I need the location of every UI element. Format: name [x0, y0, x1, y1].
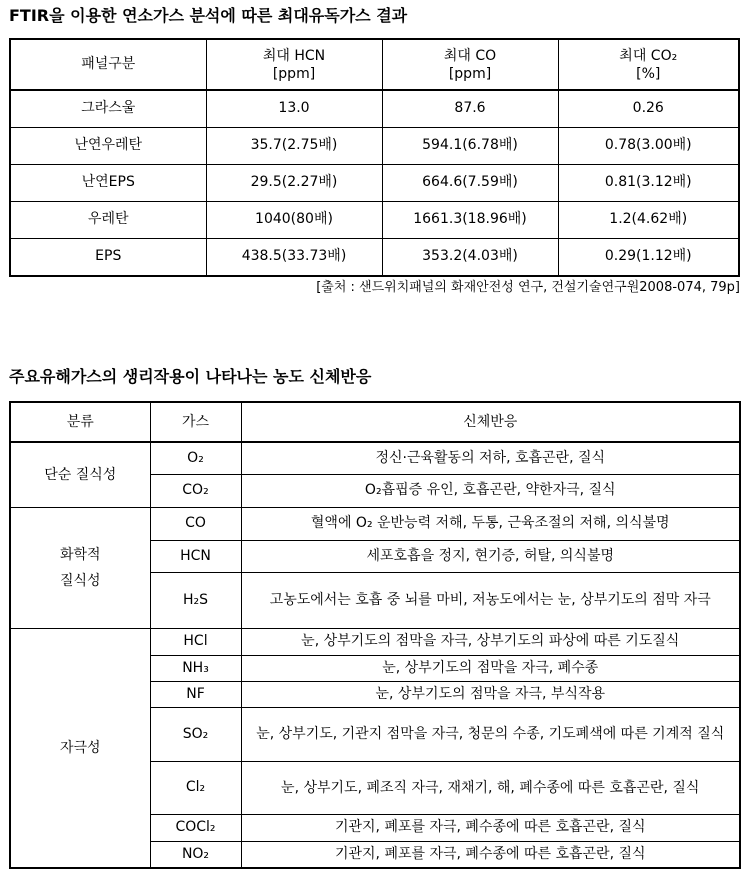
co-value: 87.6	[382, 90, 558, 127]
header-category: 분류	[10, 402, 150, 442]
hcn-value: 35.7(2.75배)	[206, 127, 382, 164]
table-row	[10, 164, 739, 201]
table-row	[10, 628, 740, 655]
category-cell: 자극성	[10, 628, 150, 868]
header-gas: 가스	[150, 402, 241, 442]
gas-name: NF	[150, 681, 241, 707]
table-header-row	[10, 39, 739, 90]
category-cell: 화학적 질식성	[10, 507, 150, 628]
gas-body-reaction-table	[9, 401, 741, 869]
header-max-co2: 최대 CO₂ [%]	[558, 39, 739, 90]
gas-name: H₂S	[150, 572, 241, 628]
header-max-co: 최대 CO [ppm]	[382, 39, 558, 90]
panel-name: 난연EPS	[10, 164, 206, 201]
gas-name: Cl₂	[150, 761, 241, 814]
section1-title: FTIR을 이용한 연소가스 분석에 따른 최대유독가스 결과	[9, 6, 408, 25]
body-reaction: 눈, 상부기도, 폐조직 자극, 재채기, 해, 폐수종에 따른 호흡곤란, 질식	[241, 761, 740, 814]
co2-value: 0.81(3.12배)	[558, 164, 739, 201]
gas-name: NH₃	[150, 655, 241, 681]
co-value: 664.6(7.59배)	[382, 164, 558, 201]
body-reaction: 기관지, 폐포를 자극, 폐수종에 따른 호흡곤란, 질식	[241, 814, 740, 841]
gas-name: NO₂	[150, 841, 241, 868]
header-max-hcn: 최대 HCN [ppm]	[206, 39, 382, 90]
body-reaction: 세포호흡을 정지, 현기증, 허탈, 의식불명	[241, 540, 740, 572]
body-reaction: O₂흡핍증 유인, 호흡곤란, 약한자극, 질식	[241, 474, 740, 507]
section2-title: 주요유해가스의 생리작용이 나타나는 농도 신체반응	[9, 367, 372, 386]
gas-name: HCN	[150, 540, 241, 572]
table-row	[10, 442, 740, 474]
panel-name: 난연우레탄	[10, 127, 206, 164]
panel-name: 그라스울	[10, 90, 206, 127]
body-reaction: 눈, 상부기도의 점막을 자극, 부식작용	[241, 681, 740, 707]
body-reaction: 눈, 상부기도, 기관지 점막을 자극, 청문의 수종, 기도폐색에 따른 기계적 질식	[241, 707, 740, 761]
body-reaction: 정신·근육활동의 저하, 호흡곤란, 질식	[241, 442, 740, 474]
hcn-value: 1040(80배)	[206, 201, 382, 238]
table-row	[10, 90, 739, 127]
co2-value: 0.78(3.00배)	[558, 127, 739, 164]
panel-name: 우레탄	[10, 201, 206, 238]
co-value: 353.2(4.03배)	[382, 238, 558, 276]
body-reaction: 고농도에서는 호흡 중 뇌를 마비, 저농도에서는 눈, 상부기도의 점막 자극	[241, 572, 740, 628]
gas-name: HCl	[150, 628, 241, 655]
co2-value: 1.2(4.62배)	[558, 201, 739, 238]
gas-name: O₂	[150, 442, 241, 474]
hcn-value: 13.0	[206, 90, 382, 127]
co-value: 1661.3(18.96배)	[382, 201, 558, 238]
header-body-reaction: 신체반응	[241, 402, 740, 442]
body-reaction: 눈, 상부기도의 점막을 자극, 상부기도의 파상에 따른 기도질식	[241, 628, 740, 655]
table-row	[10, 238, 739, 276]
body-reaction: 혈액에 O₂ 운반능력 저해, 두통, 근육조절의 저해, 의식불명	[241, 507, 740, 540]
gas-name: CO₂	[150, 474, 241, 507]
source-citation: [출처 : 샌드위치패널의 화재안전성 연구, 건설기술연구원2008-074, 79p]	[316, 280, 740, 295]
table-row	[10, 507, 740, 540]
co2-value: 0.26	[558, 90, 739, 127]
co2-value: 0.29(1.12배)	[558, 238, 739, 276]
hcn-value: 438.5(33.73배)	[206, 238, 382, 276]
gas-name: COCl₂	[150, 814, 241, 841]
header-panel-type: 패널구분	[10, 39, 206, 90]
table-row	[10, 201, 739, 238]
body-reaction: 기관지, 폐포를 자극, 폐수종에 따른 호흡곤란, 질식	[241, 841, 740, 868]
panel-name: EPS	[10, 238, 206, 276]
hcn-value: 29.5(2.27배)	[206, 164, 382, 201]
max-toxic-gas-table	[9, 38, 740, 277]
table-header-row	[10, 402, 740, 442]
gas-name: CO	[150, 507, 241, 540]
category-cell: 단순 질식성	[10, 442, 150, 507]
co-value: 594.1(6.78배)	[382, 127, 558, 164]
body-reaction: 눈, 상부기도의 점막을 자극, 폐수종	[241, 655, 740, 681]
gas-name: SO₂	[150, 707, 241, 761]
table-row	[10, 127, 739, 164]
